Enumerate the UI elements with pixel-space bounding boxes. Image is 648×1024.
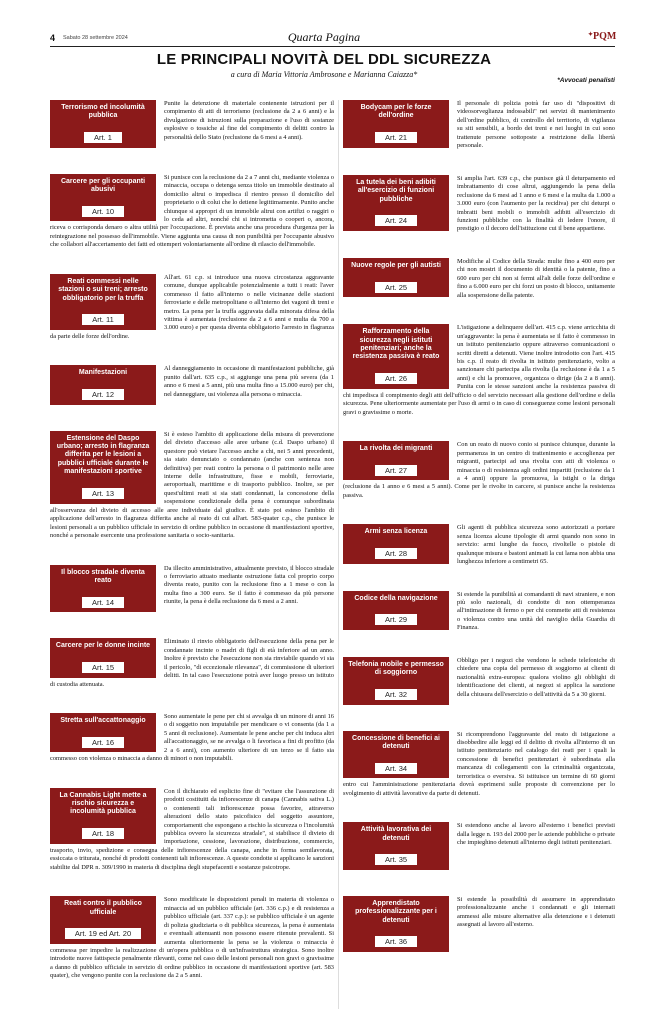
article-heading-box	[50, 565, 156, 613]
article-body: Al danneggiamento in occasione di manifestazioni pubbliche, già punito dall'art. 635 c.p., si aggiunge una pena più severa (da 1 anno e 6 mesi a 5 anni, più una multa fino a 15.000 euro) per chi, nel danneggiare, usi violenza alla persona o minaccia.	[164, 365, 334, 398]
article-number: Art. 15	[82, 662, 124, 673]
article-number: Art. 10	[82, 206, 124, 217]
article-heading-box	[50, 274, 156, 330]
article-heading: Stretta sull'accattonaggio	[60, 716, 146, 724]
article-number: Art. 11	[82, 314, 124, 325]
article-number: Art. 27	[375, 465, 417, 476]
article-heading-box	[50, 431, 156, 504]
article-entry	[343, 100, 615, 151]
article-heading-box	[343, 524, 449, 563]
article-number: Art. 13	[82, 488, 124, 499]
article-entry	[50, 100, 334, 150]
article-number: Art. 28	[375, 548, 417, 559]
article-heading-box	[343, 822, 449, 870]
article-number: Art. 34	[375, 763, 417, 774]
author-note: *Avvocati penalisti	[557, 77, 615, 84]
article-heading-box	[343, 100, 449, 148]
article-body: L'istigazione a delinquere dell'art. 415 c.p. viene arricchita di un'aggravante: la pena è aumentata se il fatto è commesso in un istituto penitenziario oppure attraverso comunicazioni o scritti diretti a detenuti. Viene inoltre introdotto con l'art. 415 bis c.p. il reato di rivolta in istituto penitenziario, volto a sanzionare chi partecipa alla rivolta (la reclusione è da 1 a 5 anni) e chi la promuove, organizza o dirige (da 2 a 8 anni). Punita con le stesse sanzioni anche la resistenza passiva di chi impedisca il compimento degli atti dell'ufficio o del servizio necessari alla gestione dell'ordine e della sicurezza. Pene ulteriormente aumentate per l'uso di armi o in caso di conseguenze come lesioni personali gravi o gravissime o morte.	[343, 324, 615, 416]
article-number: Art. 32	[375, 689, 417, 700]
article-heading: La rivolta dei migranti	[359, 445, 433, 453]
article-number: Art. 19 ed Art. 20	[65, 928, 141, 939]
article-entry	[50, 431, 334, 541]
article-body: Sono modificate le disposizioni penali in materia di violenza o minaccia ad un pubblico ufficiale (art. 336 c.p.) e di resistenza a pubblico ufficiale (art. 337 c.p.): se pubblico ufficiale è un agente di polizia giudiziaria o di pubblica sicurezza, la pena è aumentata e eventuali attenuanti non possono essere ritenute prevalenti. Si aumenta ulteriormente la pena se la violenza o minaccia è commessa per impedire la realizzazione di un'opera pubblica o di un'infrastruttura strategica. Sono inoltre introdotte nuove fattispecie penalmente rilevanti, come nel caso delle lesioni personali non gravi o gravissime a danno di pubblico ufficiale in servizio di ordine pubblico in occasione di manifestazioni sportive (art. 583 quater), che vengono punite con la reclusione da 2 a 5 anni.	[50, 896, 334, 980]
issue-date: Sabato 28 settembre 2024	[63, 35, 128, 41]
article-number: Art. 24	[375, 215, 417, 226]
article-number: Art. 21	[375, 132, 417, 143]
article-entry	[50, 638, 334, 689]
article-body: Obbligo per i negozi che vendono le schede telefoniche di chiedere una copia del permesso di soggiorno ai clienti di nazionalità extra-europea: qualora violino gli obblighi di identificazione dei clienti, ai negozi si applica la sanzione della chiusura dell'esercizio o dell'attività da 5 a 30 giorni.	[457, 656, 615, 698]
article-heading-box	[50, 365, 156, 404]
article-body: Punite la detenzione di materiale contenente istruzioni per il compimento di atti di terrorismo (reclusione da 2 a 6 anni) e la divulgazione di istruzioni sulla preparazione e l'uso di sostanze esplosive o tossiche al fine del compimento di delitti contro la personalità dello Stato (reclusione da 6 mesi a 4 anni).	[164, 100, 334, 141]
article-heading: La Cannabis Light mette a rischio sicurezza e incolumità pubblica	[59, 791, 147, 816]
article-body: Con un reato di nuovo conio si punisce chiunque, durante la permanenza in un centro di trattenimento e accoglienza per migranti, partecipi ad una rivolta con atti di violenza o minaccia o di resistenza agli ordini impartiti (reclusione da 1 a 4 anni) oppure la promuova, la istighi o la diriga (reclusione da 1 anno e 6 mesi a 5 anni). Come per le rivolte in carcere, si punisce anche la resistenza passiva.	[343, 441, 615, 499]
article-heading-box	[343, 258, 449, 297]
article-heading: Codice della navigazione	[354, 594, 438, 602]
article-heading-box	[50, 896, 156, 944]
right-column	[343, 100, 615, 1009]
article-heading: Carcere per le donne incinte	[55, 642, 151, 650]
article-body: Gli agenti di pubblica sicurezza sono autorizzati a portare senza licenza alcune tipologie di armi quando non sono in servizio: armi lunghe da fuoco, rivoltelle o pistole di qualunque misura e bastoni animati la cui lama non abbia una lunghezza inferiore a centimetri 65.	[457, 524, 615, 566]
article-number: Art. 14	[82, 597, 124, 608]
article-number: Art. 29	[375, 614, 417, 625]
page-number: 4	[50, 33, 56, 43]
article-body: Si è esteso l'ambito di applicazione della misura di prevenzione del divieto d'accesso alle aree urbane (c.d. Daspo urbano) il questore può vietare l'accesso anche a chi, nei 5 anni precedenti, sia stato denunciato o condannato (anche con sentenza non definitiva) per reati contro la persona o il patrimonio nelle aree interne delle infrastrutture, fisse e mobili, ferroviarie, aeroportuali, marittime e di trasporto pubblico. Inoltre, se per quest'ultimi reati si sia stati condannati, la concessione della sospensione condizionale della pena è comunque subordinata all'osservanza del divieto di accesso alle aree individuate dal giudice. È stato poi esteso l'ambito di applicazione dell'arresto in flagranza differita anche al reato di cui all'art. 583-quater c.p., che punisce le lesioni personali a un pubblico ufficiale in servizio di ordine pubblico in occasione di manifestazioni sportive, nonché a personale esercente una professione sanitaria o socio-sanitaria.	[50, 430, 334, 540]
article-body: Si estendono anche al lavoro all'esterno i benefici previsti dalla legge n. 193 del 2000 per le aziende pubbliche o private che impieghino detenuti all'interno degli istituti penitenziari.	[457, 822, 615, 847]
article-heading: La tutela dei beni adibiti all'esercizio di funzioni pubbliche	[356, 178, 436, 203]
article-heading: Manifestazioni	[78, 369, 128, 377]
article-heading: Reati contro il pubblico ufficiale	[64, 900, 142, 916]
article-heading: Telefonia mobile e permesso di soggiorno	[348, 660, 444, 677]
article-body: Si estende la punibilità ai comandanti di navi straniere, e non più solo nazionali, di condotte di non ottemperanza all'intimazione di fermo o per chi commette atti di resistenza o violenza contro una unità del naviglio della Guardia di Finanza.	[457, 590, 615, 632]
article-heading: Nuove regole per gli autisti	[351, 261, 441, 269]
article-entry	[50, 274, 334, 342]
article-heading-box	[343, 657, 449, 705]
article-heading-box	[50, 713, 156, 752]
article-body: Il personale di polizia potrà far uso di "dispositivi di videosorveglianza indossabili" nei servizi di mantenimento dell'ordine pubblico, di controllo del territorio, di vigilanza su siti sensibili, a bordo dei treni e nei luoghi in cui sono trattenute persone sottoposte a restrizione della libertà personale.	[457, 100, 615, 150]
article-entry	[343, 441, 615, 500]
article-entry	[343, 324, 615, 417]
article-heading-box	[343, 324, 449, 388]
article-entry	[343, 731, 615, 799]
article-heading-box	[50, 100, 156, 148]
article-entry	[343, 524, 615, 566]
article-number: Art. 18	[82, 828, 124, 839]
article-body: Si estende la possibilità di assumere in apprendistato professionalizzante anche i condannati e gli internati ammessi alle misure alternative alla detenzione e i detenuti assegnati al lavoro all'esterno.	[457, 895, 615, 929]
article-body: All'art. 61 c.p. si introduce una nuova circostanza aggravante comune, dunque applicabile potenzialmente a tutti i reati: l'aver commesso il fatto all'interno o nelle vicinanze delle stazioni ferroviarie e delle metropolitane o all'interno dei vagoni di treni e metro. La pena per la truffa aggravata dalla minorata difesa della vittima è aumentata (reclusione da 2 a 6 anni e multa da 700 a 3.000 euro) e per questa diventa obbligatorio l'arresto in flagranza da parte delle forze dell'ordine.	[50, 273, 334, 340]
article-heading: Attività lavorativa dei detenuti	[360, 826, 432, 842]
article-number: Art. 26	[375, 373, 417, 384]
article-body: Eliminato il rinvio obbligatorio dell'esecuzione della pena per le condannate incinte o madri di figli di età inferiore ad un anno. Inoltre è previsto che l'esecuzione non sia rinviabile quando vi sia il pericolo, "di eccezionale rilevanza", di commissione di ulteriori delitti. In tal caso l'esecuzione potrà aver luogo presso un istituto di custodia attenuata.	[50, 638, 334, 688]
article-entry	[343, 822, 615, 872]
column-divider	[338, 100, 339, 1009]
article-entry	[50, 713, 334, 764]
byline: a cura di Maria Vittoria Ambrosone e Marianna Caiazza*	[230, 70, 418, 79]
article-body: Con il dichiarato ed esplicito fine di "evitare che l'assunzione di prodotti costituiti da infiorescenze di canapa (Cannabis sativa L.) o contenenti tali infiorescenze possa favorire, attraverso alterazioni dello stato psicofisico del soggetto assuntore, comportamenti che espongano a rischio la sicurezza o l'incolumità pubblica ovvero la sicurezza stradale", si stabilisce il divieto di importazione, cessione, lavorazione, distribuzione, commercio, trasporto, invio, spedizione e consegna delle infiorescenze della canapa, anche in forma semilavorata, essiccata o triturata, nonché di prodotti contenenti tali infiorescenze. A queste condotte si applicano le sanzioni stabilite dal DPR n. 309/1990 in materia di disciplina degli stupefacenti e sostanze psicotrope.	[50, 787, 334, 871]
article-entry	[343, 175, 615, 234]
article-heading-box	[50, 788, 156, 844]
article-heading: Armi senza licenza	[364, 528, 428, 536]
article-heading-box	[343, 731, 449, 779]
article-entry	[50, 896, 334, 981]
article-heading: Apprendistato professionalizzante per i detenuti	[355, 899, 437, 924]
article-body: Si ricomprendono l'aggravante del reato di istigazione a disobbedire alle leggi ed il delitto di rivolta all'interno di un istituto penitenziario nel catalogo dei reati per i quali la concessione di benefici penitenziari è subordinata alla mancanza di collegamenti con la criminalità organizzata, terroristica o eversiva. Si istituisce un termine di 60 giorni entro cui l'amministrazione penitenziaria dovrà esprimersi sulle proposte di convenzione per lo svolgimento di attività lavorative da parte di detenuti.	[343, 730, 615, 797]
article-body: Si punisce con la reclusione da 2 a 7 anni chi, mediante violenza o minaccia, occupa o detenga senza titolo un immobile destinato al domicilio altrui o impedisca il rientro presso il domicilio del proprietario o di colui che lo detiene legittimamente. Punito anche chiunque si appropri di un immobile altrui con artifizi o raggiri o lo ceda ad altri, nonché chi si intrometta o cooperi o, ancora, riceva o corrisponda denaro o altra utilità per l'occupazione. È prevista anche una procedura d'urgenza per la reintegrazione nel possesso dell'immobile. Viene aggiunta una causa di non punibilità per l'occupante abusivo che collabori all'accertamento dei fatti ed ottemperi volontariamente all'ordine di rilascio dell'immobile.	[50, 173, 334, 249]
article-heading: Bodycam per le forze dell'ordine	[360, 104, 432, 120]
article-heading-box	[50, 174, 156, 222]
article-entry	[343, 896, 615, 954]
article-entry	[343, 657, 615, 707]
article-body: Modifiche al Codice della Strada: multe fino a 400 euro per chi non mostri il documento di identità o la patente, fino a 600 euro per chi non si fermi all'alt delle forze dell'ordine e fino a 6.000 euro per chi forzi un posto di blocco, unitamente alla sospensione della patente.	[457, 257, 615, 299]
article-heading-box	[343, 896, 449, 952]
article-heading: Estensione del Daspo urbano; arresto in flagranza differita per le lesioni a pubblici ufficiale durante le manifestazioni sportive	[56, 434, 150, 476]
article-number: Art. 36	[375, 936, 417, 947]
article-body: Da illecito amministrativo, attualmente previsto, il blocco stradale o ferroviario attuato mediante ostruzione fatta col proprio corpo diventa reato, punito con la reclusione fino a 1 mese o con la multa fino a 300 euro. Se il fatto è commesso da più persone riunite, la pena è della reclusione da 6 mesi a 2 anni.	[164, 564, 334, 606]
article-entry	[343, 591, 615, 633]
article-heading-box	[343, 591, 449, 630]
header-divider	[50, 46, 615, 47]
article-heading-box	[343, 175, 449, 231]
article-heading-box	[50, 638, 156, 677]
article-entry	[50, 365, 334, 406]
article-number: Art. 12	[82, 389, 124, 400]
article-body: Sono aumentate le pene per chi si avvalga di un minore di anni 16 o di soggetto non imputabile per mendicare o vi consenta (da 1 a 5 anni di reclusione). Aumentate le pene anche per chi induca altri all'accattonaggio, se ne avvalga o li favorisca a fini di profitto (da 2 a 6 anni), con aumento ulteriore di un terzo se il fatto sia commesso con violenza o minaccia a danno di minori o non imputabili.	[50, 712, 334, 763]
article-entry	[50, 174, 334, 250]
left-column	[50, 100, 334, 1009]
article-heading: Il blocco stradale diventa reato	[61, 568, 145, 584]
article-number: Art. 25	[375, 282, 417, 293]
section-masthead: Quarta Pagina	[287, 30, 361, 44]
article-number: Art. 35	[375, 854, 417, 865]
article-heading: Rafforzamento della sicurezza negli istituti penitenziari; anche la resistenza passiva è reato	[352, 328, 440, 361]
publication-logo: ✦PQM	[588, 31, 617, 42]
logo-text: PQM	[593, 31, 617, 42]
article-number: Art. 1	[84, 132, 122, 143]
page-header	[0, 0, 648, 48]
article-heading: Carcere per gli occupanti abusivi	[60, 177, 146, 194]
article-heading: Concessione di benefici ai detenuti	[352, 734, 440, 750]
article-heading: Terrorismo ed incolumità pubblica	[61, 104, 145, 120]
article-entry	[50, 788, 334, 873]
article-heading: Reati commessi nelle stazioni o sui treni; arresto obbligatorio per la truffa	[58, 277, 148, 302]
article-heading-box	[343, 441, 449, 480]
page-title: LE PRINCIPALI NOVITÀ DEL DDL SICUREZZA	[156, 51, 492, 68]
article-body: Si amplia l'art. 639 c.p., che punisce già il deturpamento ed imbrattamento di cose altrui, aggiungendo la pena della reclusione da 6 mesi ad 1 anno e 6 mesi e la multa da 1.000 a 3.000 euro (con l'aumento per la recidiva) per chi deturpi o imbratti beni mobili o immobili adibiti all'esercizio di funzioni pubbliche con la finalità di ledere l'onore, il prestigio o il decoro dell'istituzione cui il bene appartiene.	[457, 174, 615, 233]
article-entry	[50, 565, 334, 615]
article-number: Art. 16	[82, 737, 124, 748]
article-entry	[343, 258, 615, 300]
